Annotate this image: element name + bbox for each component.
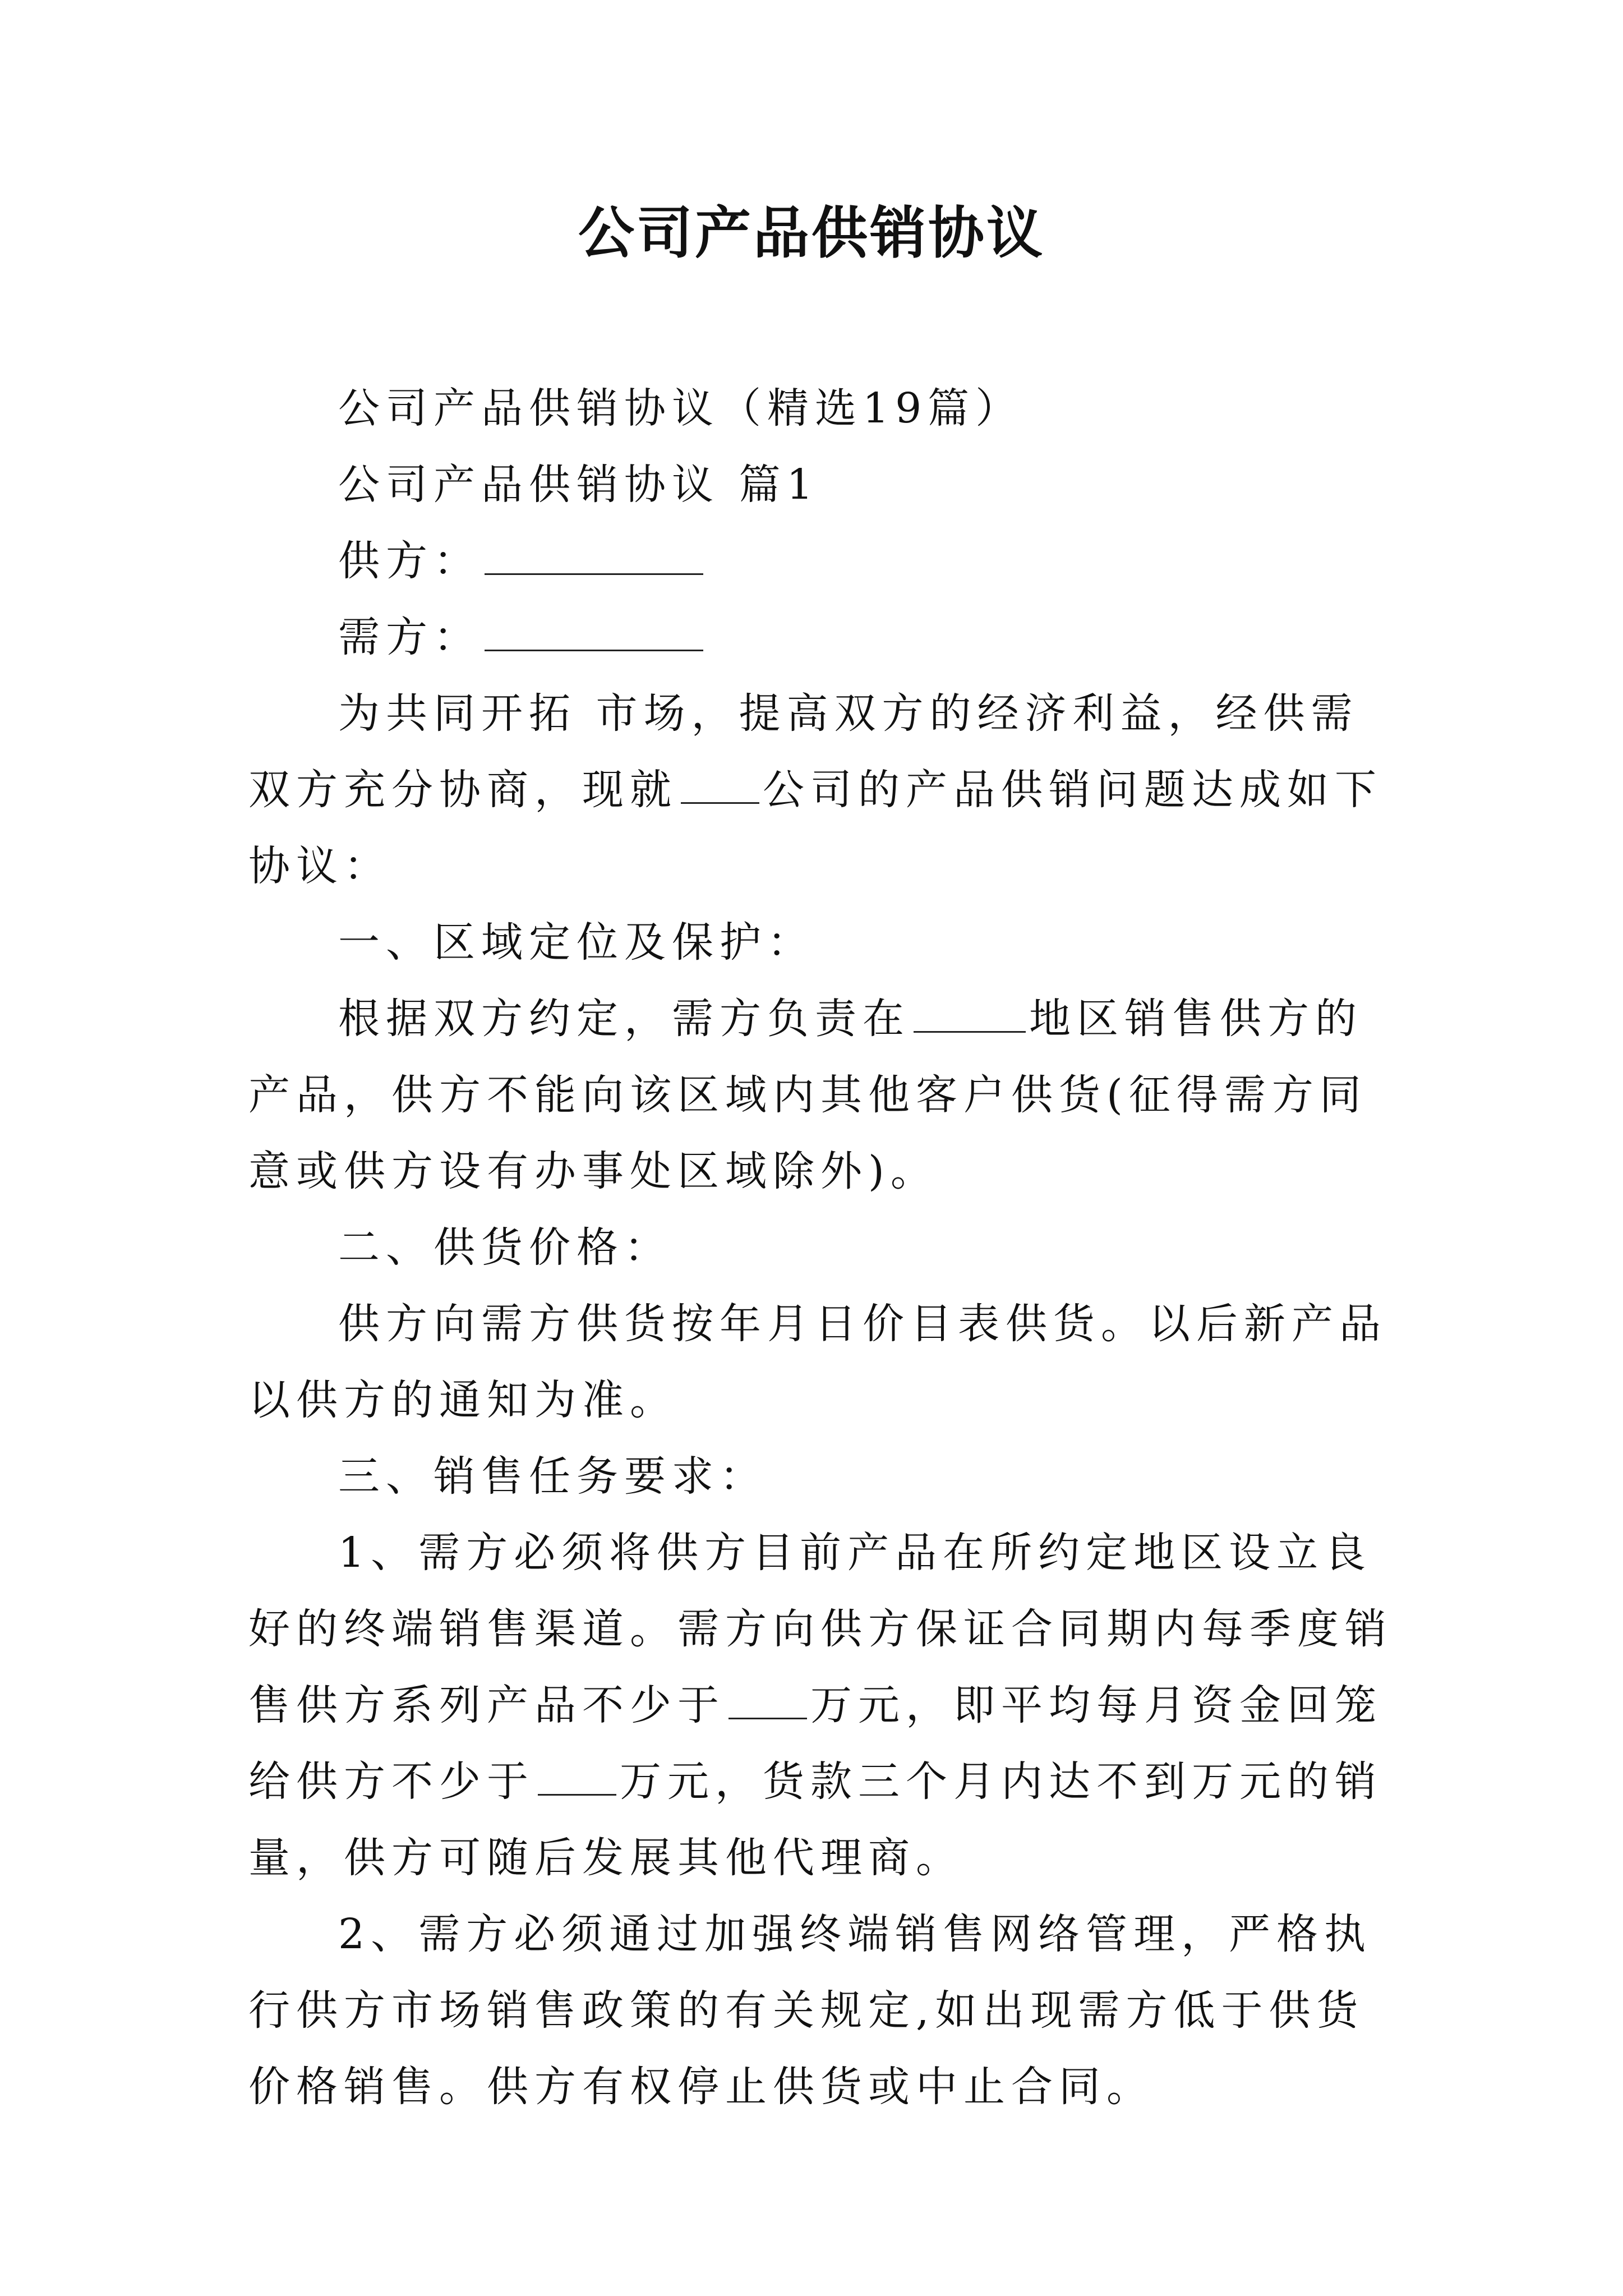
subtitle: 公司产品供销协议（精选19篇） xyxy=(338,384,1023,432)
region-text-b: 地区销售供方的产品，供方不能向该区域内其他客户供货(征得需方同意或供方设有办事处区域除外)。 xyxy=(248,995,1367,1195)
region-blank xyxy=(914,997,1026,1033)
region-paragraph xyxy=(248,981,1404,1209)
sales-task-paragraph-1 xyxy=(248,1515,1404,1896)
intro-paragraph xyxy=(248,675,1404,904)
intro-text-b: 公司的产品供销问题达成如下协议： xyxy=(248,766,1382,890)
sales-task-paragraph-2: 2、需方必须通过加强终端销售网络管理，严格执行供方市场销售政策的有关规定,如出现需方低于供货价格销售。供方有权停止供货或中止合同。 xyxy=(248,1910,1372,2111)
supplier-blank xyxy=(485,540,703,575)
region-text-a: 根据双方约定，需方负责在 xyxy=(338,995,910,1043)
supplier-label: 供方： xyxy=(338,537,481,585)
heading-region: 一、区域定位及保护： xyxy=(338,918,815,967)
sales-text-a: 1、需方必须将供方目前产品在所约定地区设立良好的终端销售渠道。需方向供方保证合同期内每季度销售供方系列产品不少于 xyxy=(248,1529,1393,1729)
buyer-label: 需方： xyxy=(338,613,481,661)
buyer-line xyxy=(248,599,1404,675)
sales-text-c: 万元，货款三个月内达不到万元的销量，供方可随后发展其他代理商。 xyxy=(248,1757,1382,1882)
monthly-amount-blank xyxy=(538,1760,616,1796)
intro-text-a: 为共同开拓 市场，提高双方的经济利益，经供需双方充分协商，现就 xyxy=(248,689,1359,814)
company-blank xyxy=(681,769,759,804)
document-title: 公司产品供销协议 xyxy=(578,200,1045,266)
quarterly-amount-blank xyxy=(728,1684,807,1719)
section-heading: 公司产品供销协议 篇1 xyxy=(338,461,819,509)
price-paragraph: 供方向需方供货按年月日价目表供货。以后新产品以供方的通知为准。 xyxy=(248,1300,1387,1424)
document-body xyxy=(248,370,1404,2125)
sales-text-b: 万元，即平均每月资金回笼给供方不少于 xyxy=(248,1681,1382,1806)
heading-price: 二、供货价格： xyxy=(338,1223,672,1272)
buyer-blank xyxy=(485,616,703,651)
heading-sales-task: 三、销售任务要求： xyxy=(338,1452,767,1501)
supplier-line xyxy=(248,523,1404,599)
